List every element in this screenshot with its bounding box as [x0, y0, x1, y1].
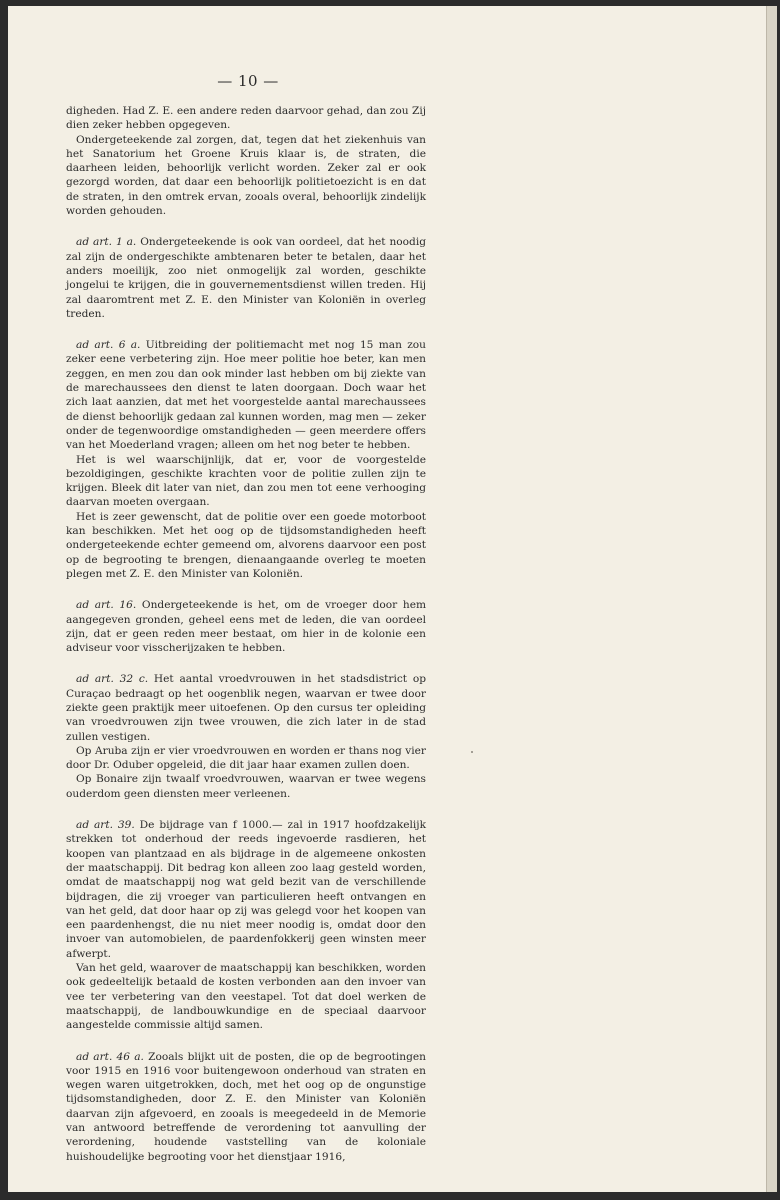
text-column	[66, 104, 426, 1164]
section-paragraph: Op Aruba zijn er vier vroedvrouwen en worden er thans nog vier door Dr. Oduber opgeleid, die dit jaar haar examen zullen doen.	[66, 744, 426, 772]
article-reference: ad art. 1 a.	[76, 236, 137, 249]
page-number: — 10 —	[217, 72, 279, 90]
paragraph-text: Uitbreiding der politiemacht met nog 15 man zou zeker eene verbetering zijn. Hoe meer politie hoe beter, kan men zeggen, en men zou dan ook minder last hebben om bij ziekte van de marechaussees den dienst te laten doorgaan. Doch waar het zich laat aanzien, dat met het voorgestelde aantal marechaussees de dienst behoorlijk gedaan zal kunnen worden, mag men — zeker onder de tegenwoordige omstandigheden — geen meerdere offers van het Moederland vragen; alleen om het nog beter te hebben.	[66, 339, 426, 452]
section-paragraph	[66, 818, 426, 961]
paragraph-text: Ondergeteekende is ook van oordeel, dat het noodig zal zijn de ondergeschikte ambtenaren beter te betalen, daar het anders moeilijk, zoo niet onmogelijk zal worden, geschikte jongelui te krijgen, die in gouvernementsdienst willen treden. Hij zal daaromtrent met Z. E. den Minister van Koloniën in overleg treden.	[66, 236, 427, 320]
section-art-1a	[66, 235, 426, 321]
page-edge	[766, 6, 777, 1192]
section-art-39	[66, 818, 426, 1032]
section-paragraph	[66, 1050, 426, 1164]
paragraph-text: Zooals blijkt uit de posten, die op de begrootingen voor 1915 en 1916 voor buitengewoon onderhoud van straten en wegen waren uitgetrokken, doch, met het oog op de ongunstige tijdsomstandigheden, door Z. E. den Minister van Koloniën daarvan zijn afgevoerd, en zooals is meegedeeld in de Memorie van antwoord betreffende de verordening tot aanvulling der verordening, houdende vaststelling van de koloniale huishoudelijke begrooting voor het dienstjaar 1916,	[66, 1050, 426, 1163]
intro-paragraph-2: Ondergeteekende zal zorgen, dat, tegen dat het ziekenhuis van het Sanatorium het Groene Kruis klaar is, de straten, die daarheen leiden, behoorlijk verlicht worden. Zeker zal er ook gezorgd worden, dat daar een behoorlijk politietoezicht is en dat de straten, in den omtrek ervan, zooals overal, behoorlijk zindelijk worden gehouden.	[66, 133, 426, 218]
paragraph-text: Ondergeteekende is het, om de vroeger door hem aangegeven gronden, geheel eens met de leden, die van oordeel zijn, dat er geen reden meer bestaat, om hier in de kolonie een adviseur voor visscherijzaken te hebben.	[66, 599, 427, 655]
section-paragraph	[66, 338, 426, 452]
article-reference: ad art. 16.	[76, 599, 137, 612]
section-art-16	[66, 598, 426, 655]
paragraph-text: De bijdrage van f 1000.— zal in 1917 hoofdzakelijk strekken tot onderhoud der reeds ingevoerde rasdieren, het koopen van plantzaad en als bijdrage in de algemeene onkosten der maatschappij. Dit bedrag kon alleen zoo laag gesteld worden, omdat de maatschappij nog wat geld bezit van de verschillende bijdragen, die zij vroeger van particulieren heeft ontvangen en van het geld, dat door haar op zij was gelegd voor het koopen van een paardenhengst, die nu niet meer noodig is, omdat door den invoer van automobielen, de paardenfokkerij geen winsten meer afwerpt.	[66, 819, 427, 960]
section-paragraph: Op Bonaire zijn twaalf vroedvrouwen, waarvan er twee wegens ouderdom geen diensten meer verleenen.	[66, 773, 426, 800]
section-paragraph	[66, 672, 426, 743]
section-art-32c	[66, 672, 426, 801]
section-paragraph	[66, 598, 426, 655]
paper-speck	[471, 751, 473, 753]
paragraph-text: Het aantal vroedvrouwen in het stadsdistrict op Curaçao bedraagt op het oogenblik negen, waarvan er twee door ziekte geen praktijk meer uitoefenen. Op den cursus ter opleiding van vroedvrouwen zijn twee vrouwen, die zich later in de stad zullen vestigen.	[66, 673, 426, 743]
article-reference: ad art. 32 c.	[76, 673, 149, 686]
section-paragraph	[66, 235, 426, 321]
intro-paragraph-1: digheden. Had Z. E. een andere reden daarvoor gehad, dan zou Zij dien zeker hebben opgegeven.	[66, 105, 426, 132]
section-paragraph: Het is wel waarschijnlijk, dat er, voor de voorgestelde bezoldigingen, geschikte krachten voor de politie zullen zijn te krijgen. Bleek dit later van niet, dan zou men tot eene verhooging daarvan moeten overgaan.	[66, 453, 426, 509]
document-page	[8, 6, 766, 1192]
section-paragraph: Het is zeer gewenscht, dat de politie over een goede motorboot kan beschikken. Met het oog op de tijdsomstandigheden heeft ondergeteekende echter gemeend om, alvorens daarvoor een post op de begrooting te brengen, dienaangaande overleg te moeten plegen met Z. E. den Minister van Koloniën.	[66, 510, 426, 580]
section-art-46a	[66, 1050, 426, 1164]
section-art-6a	[66, 338, 426, 581]
article-reference: ad art. 46 a.	[76, 1050, 144, 1063]
article-reference: ad art. 6 a.	[76, 339, 141, 352]
section-paragraph: Van het geld, waarover de maatschappij kan beschikken, worden ook gedeeltelijk betaald de kosten verbonden aan den invoer van vee ter verbetering van den veestapel. Tot dat doel werken de maatschappij, de landbouwkundige en de speciaal daarvoor aangestelde commissie altijd samen.	[66, 962, 426, 1032]
article-reference: ad art. 39.	[76, 819, 135, 832]
